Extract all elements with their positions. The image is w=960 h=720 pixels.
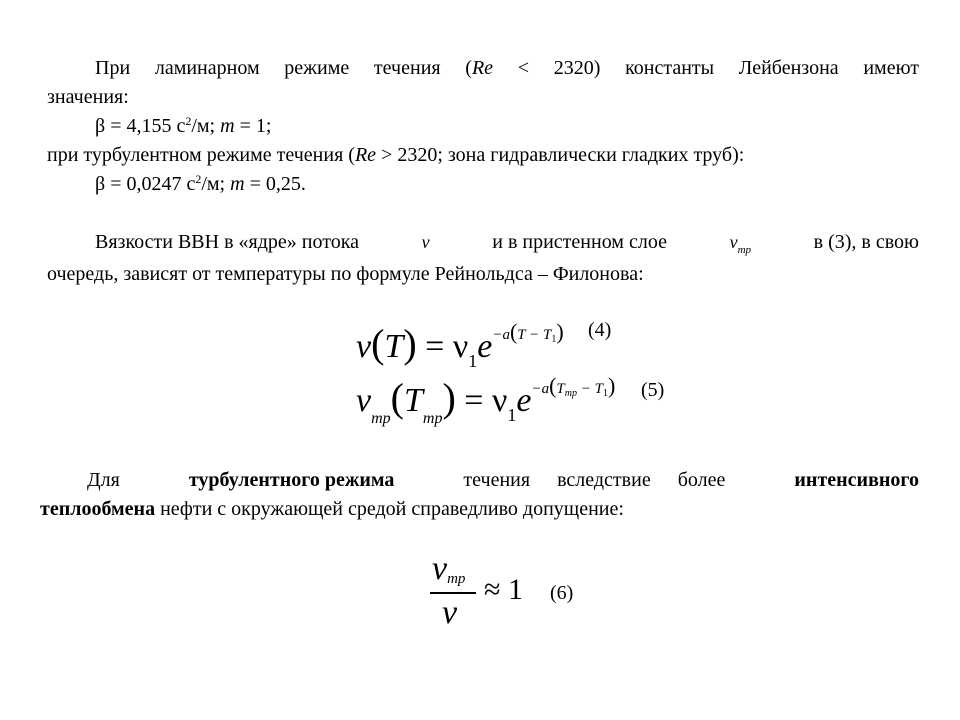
eq6-denominator: ν	[442, 594, 458, 631]
m-symbol: m	[220, 115, 235, 137]
beta-exponent: 2	[185, 114, 192, 128]
beta-value: = 4,155 с	[105, 115, 186, 137]
beta-exponent-2: 2	[195, 172, 202, 186]
para2-text-a: Вязкости ВВН в «ядре» потока	[95, 231, 359, 253]
para3-text-mid: течения вследствие более	[463, 469, 726, 491]
para1-line4	[47, 143, 744, 167]
re-symbol-2: Re	[354, 144, 377, 166]
m-symbol-2: m	[230, 173, 245, 195]
equation-4-number: (4)	[588, 319, 612, 341]
para1-line4-text-a: при турбулентном режиме течения (	[47, 144, 355, 166]
para3-line2-rest: нефти с окружающей средой справедливо допущение:	[155, 498, 624, 520]
beta-line-turbulent	[95, 172, 306, 196]
beta-unit: /м;	[191, 115, 221, 137]
eq6-approx: ≈ 1	[484, 573, 523, 606]
para3-word-dlya: Для	[87, 469, 120, 491]
eq6-numerator: νтр	[432, 550, 466, 587]
nu-tr-symbol: $\nu_{тр}$	[729, 232, 752, 256]
para1-line4-text-b: > 2320; зона гидравлически гладких труб):	[376, 144, 745, 166]
para2-line1	[95, 230, 919, 262]
para2-text-c: в (3), в свою	[813, 231, 919, 253]
m-value-2: = 0,25.	[244, 173, 306, 195]
nu-symbol: ν	[421, 232, 430, 252]
para1-line1-text-b: < 2320) константы Лейбензона имеют	[493, 57, 919, 79]
para2-line2: очередь, зависят от температуры по формуле Рейнольдса – Филонова:	[47, 263, 644, 285]
beta-symbol-2: β	[95, 173, 106, 195]
para1-line1-text-a: При ламинарном режиме течения (	[95, 57, 472, 79]
beta-value-2: = 0,0247 с	[105, 173, 196, 195]
beta-symbol: β	[95, 115, 106, 137]
para3-bold-heat-exchange: теплообмена	[40, 498, 156, 520]
para2-text-b: и в пристенном слое	[492, 231, 667, 253]
para3-bold-intensive: интенсивного	[794, 469, 919, 491]
para3-line1	[87, 468, 919, 492]
beta-line-laminar	[95, 114, 271, 138]
para3-bold-turbulent: турбулентного режима	[188, 469, 395, 491]
re-symbol: Re	[471, 57, 494, 79]
equation-4: $\nu(T) = \nu_1e^{-a(T - T_1)}$	[356, 319, 564, 371]
para3-line2	[40, 497, 624, 521]
m-value: = 1;	[234, 115, 272, 137]
beta-unit-2: /м;	[201, 173, 231, 195]
para1-line2: значения:	[47, 86, 129, 108]
equation-5-number: (5)	[641, 379, 665, 401]
equation-6-number: (6)	[550, 582, 574, 604]
equation-5: $\nu_{тр}(T_{тр}) = \nu_1e^{-a(T_{тр} - T_1)}$	[356, 373, 616, 427]
para1-line1	[95, 56, 919, 80]
